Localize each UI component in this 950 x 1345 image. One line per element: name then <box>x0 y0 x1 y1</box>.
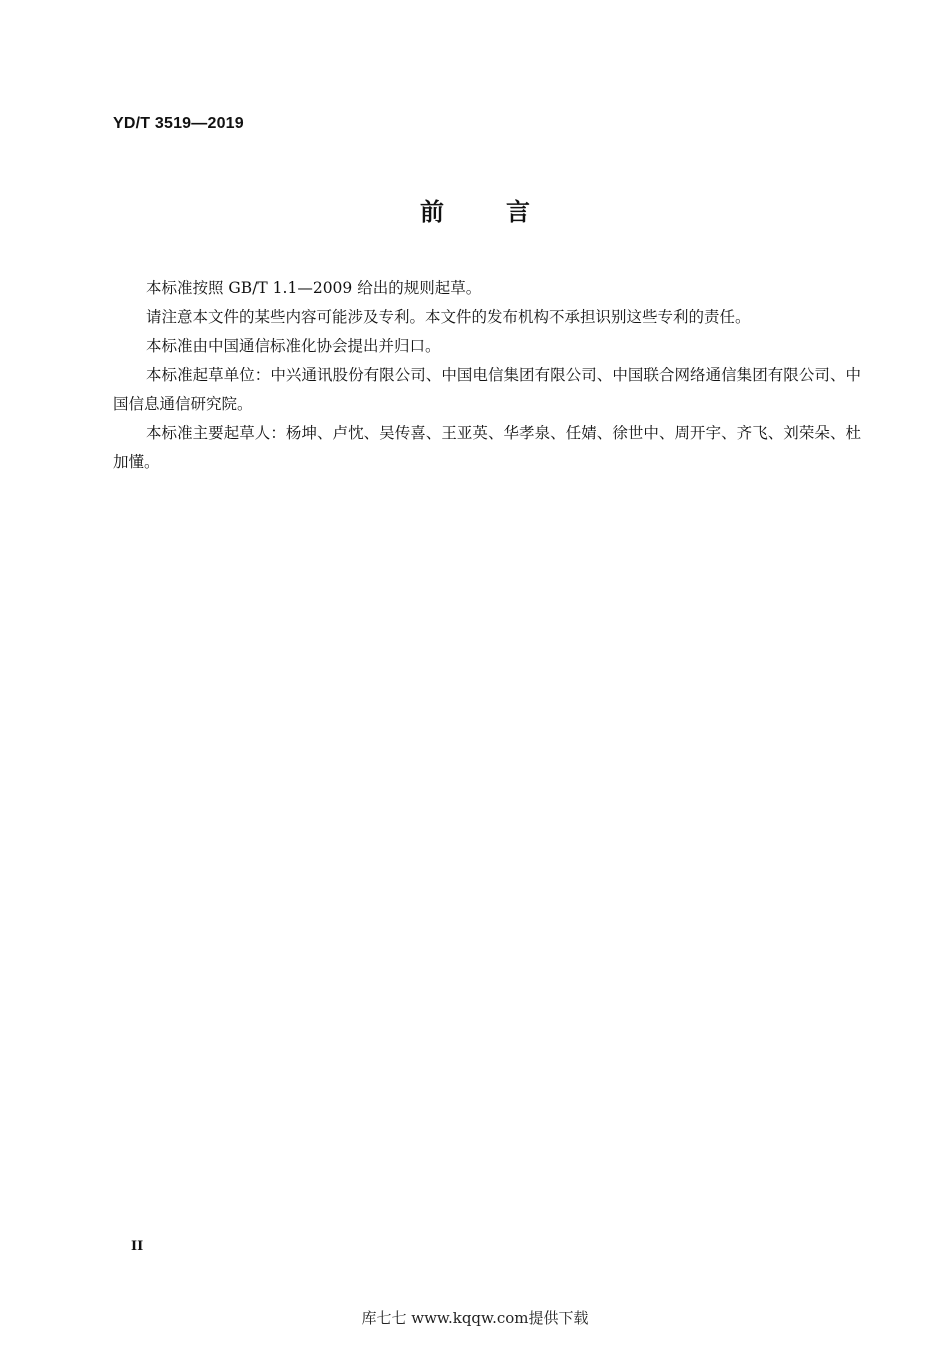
paragraph-drafting-units: 本标准起草单位：中兴通讯股份有限公司、中国电信集团有限公司、中国联合网络通信集团有限公司、中国信息通信研究院。 <box>113 366 861 413</box>
page-title <box>0 192 950 227</box>
paragraph-patent-notice: 请注意本文件的某些内容可能涉及专利。本文件的发布机构不承担识别这些专利的责任。 <box>146 308 751 326</box>
paragraph-drafters: 本标准主要起草人：杨坤、卢忱、吴传喜、王亚英、华孝泉、任婧、徐世中、周开宇、齐飞、刘荣朵、杜加懂。 <box>113 424 861 471</box>
foreword-body <box>113 274 861 477</box>
paragraph-proposer: 本标准由中国通信标准化协会提出并归口。 <box>146 337 441 355</box>
download-footer: 库七七 www.kqqw.com提供下载 <box>361 1309 589 1327</box>
title-char-2: 言 <box>506 198 530 226</box>
paragraph-drafting-rules: 本标准按照 GB/T 1.1—2009 给出的规则起草。 <box>146 279 482 297</box>
page-number: II <box>131 1239 144 1254</box>
title-char-1: 前 <box>420 198 444 226</box>
standard-code: YD/T 3519—2019 <box>113 115 244 132</box>
